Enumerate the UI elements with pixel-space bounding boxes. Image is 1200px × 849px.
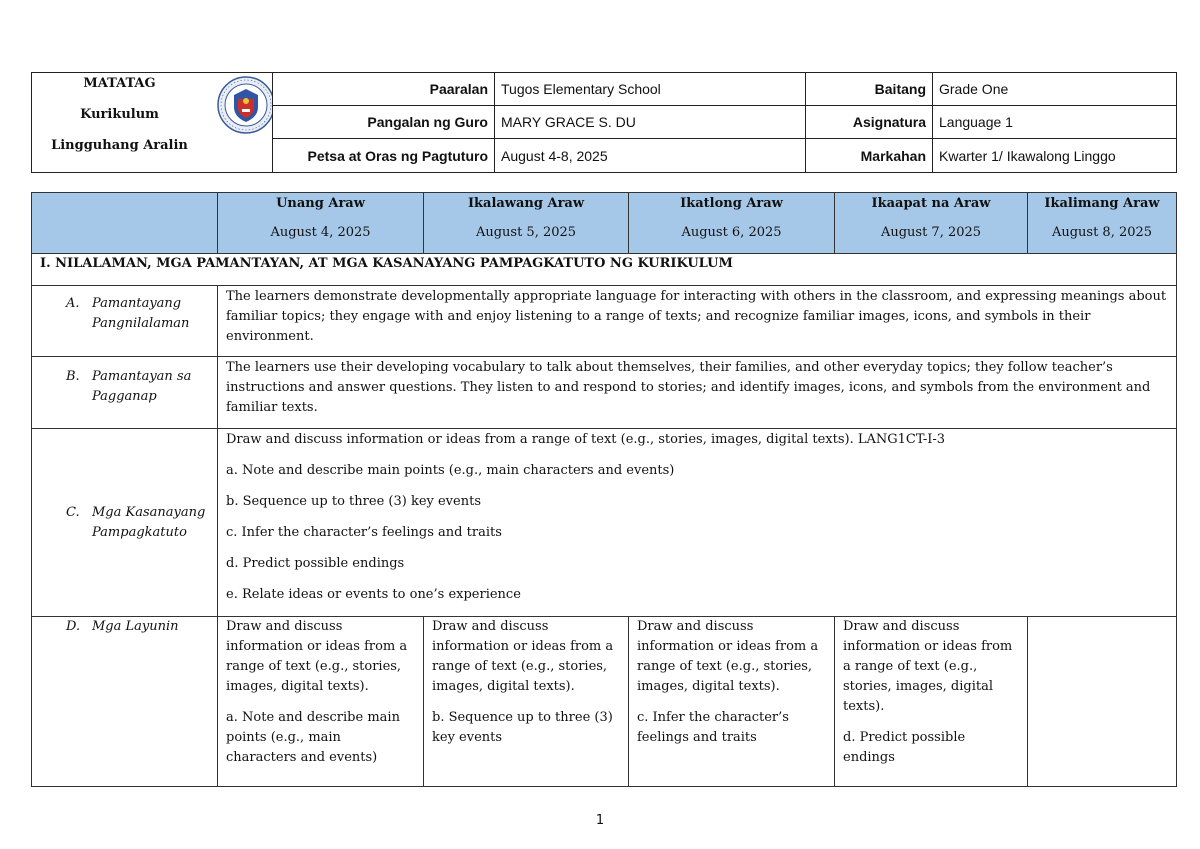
baitang-label: Baitang [806,73,933,106]
asignatura-value: Language 1 [933,106,1177,139]
markahan-label: Markahan [806,139,933,173]
competency-item: e. Relate ideas or events to one’s experience [226,587,521,602]
guro-value: MARY GRACE S. DU [495,106,806,139]
day-header-row [32,193,1177,254]
row-num: A. [66,296,80,311]
day-name: Unang Araw [276,196,365,211]
day-date: August 5, 2025 [475,225,577,240]
paaralan-value: Tugos Elementary School [495,73,806,106]
brand-line-lingguhang-aralin: Lingguhang Aralin [51,138,188,153]
brand-line-kurikulum: Kurikulum [80,107,159,122]
guro-label: Pangalan ng Guro [273,106,495,139]
objective-main: Draw and discuss information or ideas from a range of text (e.g., stories, images, digital texts). [637,619,819,694]
day-date: August 8, 2025 [1051,225,1153,240]
row-label-text: Pamantayang Pangnilalaman [92,296,190,331]
objective-main: Draw and discuss information or ideas from a range of text (e.g., stories, images, digital texts). [843,619,1013,714]
day-date: August 7, 2025 [880,225,982,240]
petsa-value: August 4-8, 2025 [495,139,806,173]
performance-standard-text: The learners use their developing vocabulary to talk about themselves, their families, and other everyday topics; they follow teacher’s instructions and answer questions. They listen to and respond to stories; and identify images, icons, and symbols from the environment and familiar texts. [218,357,1177,429]
row-label [32,429,218,617]
day-date: August 6, 2025 [681,225,782,240]
competencies-cell [218,429,1177,617]
row-pamantayan-sa-pagganap [32,357,1177,429]
day-name: Ikalawang Araw [467,196,585,211]
day-header-1 [218,193,424,254]
objective-sub: a. Note and describe main points (e.g., main characters and events) [226,710,400,765]
row-pamantayang-pangnilalaman [32,286,1177,357]
deped-seal-icon [216,75,273,135]
objective-main: Draw and discuss information or ideas from a range of text (e.g., stories, images, digital texts). [226,619,408,694]
row-label [32,617,218,787]
row-mga-layunin [32,617,1177,787]
competency-item: Draw and discuss information or ideas from a range of text (e.g., stories, images, digital texts). LANG1CT-I-3 [226,432,946,447]
petsa-label: Petsa at Oras ng Pagtuturo [273,139,495,173]
competency-item: a. Note and describe main points (e.g., main characters and events) [226,463,675,478]
day-header-2 [424,193,629,254]
row-label [32,357,218,429]
objective-sub: c. Infer the character’s feelings and traits [637,710,789,745]
brand-line-matatag: MATATAG [83,76,156,91]
day-date: August 4, 2025 [270,225,371,240]
competency-item: c. Infer the character’s feelings and traits [226,525,502,540]
objective-sub: d. Predict possible endings [843,730,966,765]
row-label-text: Mga Layunin [92,619,179,634]
markahan-value: Kwarter 1/ Ikawalong Linggo [933,139,1177,173]
day-name: Ikatlong Araw [680,196,783,211]
objective-main: Draw and discuss information or ideas from a range of text (e.g., stories, images, digital texts). [432,619,614,694]
objective-day-1 [218,617,424,787]
paaralan-label: Paaralan [273,73,495,106]
row-kasanayang-pampagkatuto [32,429,1177,617]
section-row [32,254,1177,286]
section-title: I. NILALAMAN, MGA PAMANTAYAN, AT MGA KASANAYANG PAMPAGKATUTO NG KURIKULUM [32,254,1177,286]
baitang-value: Grade One [933,73,1177,106]
header-table [31,72,1177,173]
row-num: C. [66,504,80,520]
objective-day-5 [1028,617,1177,787]
objective-sub: b. Sequence up to three (3) key events [432,710,613,745]
brand-cell [32,73,273,173]
day-name: Ikalimang Araw [1044,196,1160,211]
content-standard-text: The learners demonstrate developmentally appropriate language for interacting with others in the classroom, and expressing meanings about familiar topics; they engage with and enjoy listening to a range of texts; and recognize familiar images, icons, and symbols in their environment. [218,286,1177,357]
row-label-text: Pamantayan sa Pagganap [92,369,192,404]
day-name: Ikaapat na Araw [871,196,991,211]
row-num: B. [66,369,80,384]
objective-day-3 [629,617,835,787]
day-header-blank [32,193,218,254]
lesson-table [31,192,1177,787]
competency-item: b. Sequence up to three (3) key events [226,494,481,509]
row-num: D. [66,619,81,634]
page-number: 1 [595,813,605,828]
day-header-4 [835,193,1028,254]
day-header-5 [1028,193,1177,254]
asignatura-label: Asignatura [806,106,933,139]
row-label [32,286,218,357]
day-header-3 [629,193,835,254]
competency-item: d. Predict possible endings [226,556,405,571]
objective-day-2 [424,617,629,787]
objective-day-4 [835,617,1028,787]
row-label-text: Mga Kasanayang Pampagkatuto [92,504,206,540]
